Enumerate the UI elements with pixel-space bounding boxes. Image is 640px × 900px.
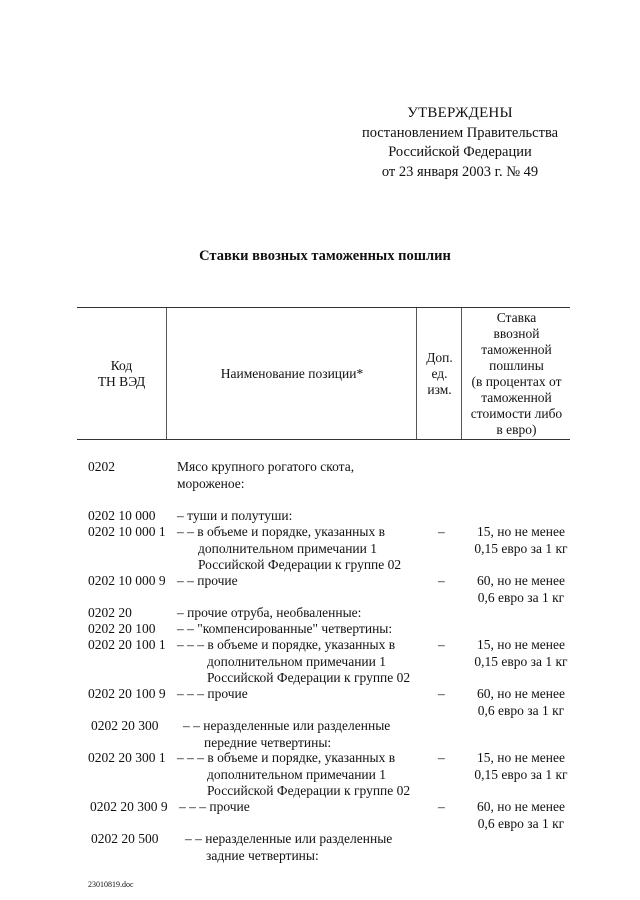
header-rate-line: стоимости либо xyxy=(470,406,563,421)
header-unit xyxy=(416,308,462,439)
table-row xyxy=(0,637,640,687)
header-rate-line: Ставка xyxy=(496,310,537,325)
row-name-line: задние четвертины: xyxy=(206,847,319,863)
row-name xyxy=(177,605,427,622)
row-name xyxy=(177,750,427,800)
header-rate-line: таможенной xyxy=(481,342,552,357)
approval-line: от 23 января 2003 г. № 49 xyxy=(381,163,539,180)
approval-block xyxy=(340,104,580,182)
file-name: 23010819.doc xyxy=(88,880,134,889)
row-name-line: – – неразделенные или разделенные xyxy=(183,718,391,733)
approval-title: УТВЕРЖДЕНЫ xyxy=(407,105,513,121)
row-rate-line: 15, но не менее xyxy=(477,637,565,652)
row-rate-line: 0,6 евро за 1 кг xyxy=(477,702,565,718)
row-name-line: – – "компенсированные" четвертины: xyxy=(177,621,393,636)
table-row xyxy=(0,718,640,751)
row-code: 0202 10 000 xyxy=(88,508,156,523)
header-name-text: Наименование позиции* xyxy=(220,365,364,381)
row-code: 0202 20 300 xyxy=(91,718,159,733)
row-name-line: – прочие отруба, необваленные: xyxy=(177,605,362,620)
row-rate-line: 0,6 евро за 1 кг xyxy=(477,589,565,605)
row-code: 0202 20 300 9 xyxy=(90,799,168,814)
row-name xyxy=(177,459,427,492)
row-name-line: – – – прочие xyxy=(177,686,248,701)
table-header xyxy=(77,307,570,440)
row-code: 0202 20 100 9 xyxy=(88,686,166,701)
row-name xyxy=(177,573,427,590)
header-code xyxy=(77,308,166,439)
row-name xyxy=(177,508,427,525)
row-name xyxy=(177,621,427,638)
row-name-line: дополнительном примечании 1 xyxy=(207,653,387,669)
row-rate-line: 60, но не менее xyxy=(477,799,565,814)
row-rate xyxy=(466,686,576,719)
row-name-line: дополнительном примечании 1 xyxy=(198,540,378,556)
header-name xyxy=(166,308,417,439)
row-unit: – xyxy=(438,686,445,701)
table-row xyxy=(0,686,640,719)
header-rate-line: (в процентах от xyxy=(471,374,562,389)
table-row xyxy=(0,750,640,800)
row-name xyxy=(177,686,427,703)
row-name xyxy=(179,799,429,816)
row-name-line: мороженое: xyxy=(177,475,245,491)
row-name-line: – – – в объеме и порядке, указанных в xyxy=(177,637,396,652)
header-code-line: Код xyxy=(110,357,133,373)
row-rate-line: 0,15 евро за 1 кг xyxy=(474,540,568,556)
approval-line: постановлением Правительства xyxy=(361,124,559,141)
row-rate xyxy=(466,524,576,557)
row-unit: – xyxy=(438,637,445,652)
header-rate-line: таможенной xyxy=(481,390,552,405)
header-rate xyxy=(461,308,571,439)
row-rate xyxy=(466,637,576,670)
row-code: 0202 20 500 xyxy=(91,831,159,846)
row-code: 0202 20 300 1 xyxy=(88,750,166,765)
row-name xyxy=(177,637,427,687)
row-name-line: Российской Федерации к группе 02 xyxy=(198,557,402,572)
row-rate-line: 0,6 евро за 1 кг xyxy=(477,815,565,831)
table-row xyxy=(0,508,640,525)
row-name-line: передние четвертины: xyxy=(204,734,332,750)
row-rate-line: 60, но не менее xyxy=(477,686,565,701)
row-code: 0202 10 000 1 xyxy=(88,524,166,539)
row-code: 0202 10 000 9 xyxy=(88,573,166,588)
row-name-line: – – в объеме и порядке, указанных в xyxy=(177,524,385,539)
approval-line: Российской Федерации xyxy=(388,144,532,160)
row-name-line: Мясо крупного рогатого скота, xyxy=(177,459,355,474)
row-name-line: – – – в объеме и порядке, указанных в xyxy=(177,750,396,765)
table-row xyxy=(0,831,640,864)
row-name-line: Российской Федерации к группе 02 xyxy=(207,670,411,685)
row-rate-line: 15, но не менее xyxy=(477,750,565,765)
row-code: 0202 20 100 xyxy=(88,621,156,636)
row-name-line: – – прочие xyxy=(177,573,238,588)
table-row xyxy=(0,605,640,622)
header-unit-line: ед. xyxy=(431,365,448,381)
row-name-line: – – неразделенные или разделенные xyxy=(185,831,393,846)
row-rate-line: 60, но не менее xyxy=(477,573,565,588)
table-row xyxy=(0,459,640,492)
row-unit: – xyxy=(438,799,445,814)
header-rate-line: пошлины xyxy=(489,358,544,373)
row-code: 0202 xyxy=(88,459,115,474)
header-unit-line: изм. xyxy=(427,381,452,397)
row-rate xyxy=(466,799,576,832)
header-code-line: ТН ВЭД xyxy=(97,373,146,389)
row-name xyxy=(185,831,435,864)
row-name-line: – – – прочие xyxy=(179,799,250,814)
row-unit: – xyxy=(438,524,445,539)
row-name xyxy=(183,718,433,751)
row-rate-line: 0,15 евро за 1 кг xyxy=(474,653,568,669)
header-rate-line: ввозной xyxy=(493,326,540,341)
row-rate-line: 0,15 евро за 1 кг xyxy=(474,766,568,782)
row-code: 0202 20 100 1 xyxy=(88,637,166,652)
header-rate-line: в евро) xyxy=(496,422,537,437)
document-title: Ставки ввозных таможенных пошлин xyxy=(199,248,451,264)
table-row xyxy=(0,799,640,832)
table-row xyxy=(0,524,640,574)
row-name-line: – туши и полутуши: xyxy=(177,508,293,523)
row-unit: – xyxy=(438,750,445,765)
row-rate xyxy=(466,573,576,606)
row-rate xyxy=(466,750,576,783)
row-code: 0202 20 xyxy=(88,605,132,620)
table-row xyxy=(0,621,640,638)
row-unit: – xyxy=(438,573,445,588)
table-row xyxy=(0,573,640,606)
row-rate-line: 15, но не менее xyxy=(477,524,565,539)
row-name-line: Российской Федерации к группе 02 xyxy=(207,783,411,798)
row-name-line: дополнительном примечании 1 xyxy=(207,766,387,782)
row-name xyxy=(177,524,427,574)
header-unit-line: Доп. xyxy=(426,349,453,365)
